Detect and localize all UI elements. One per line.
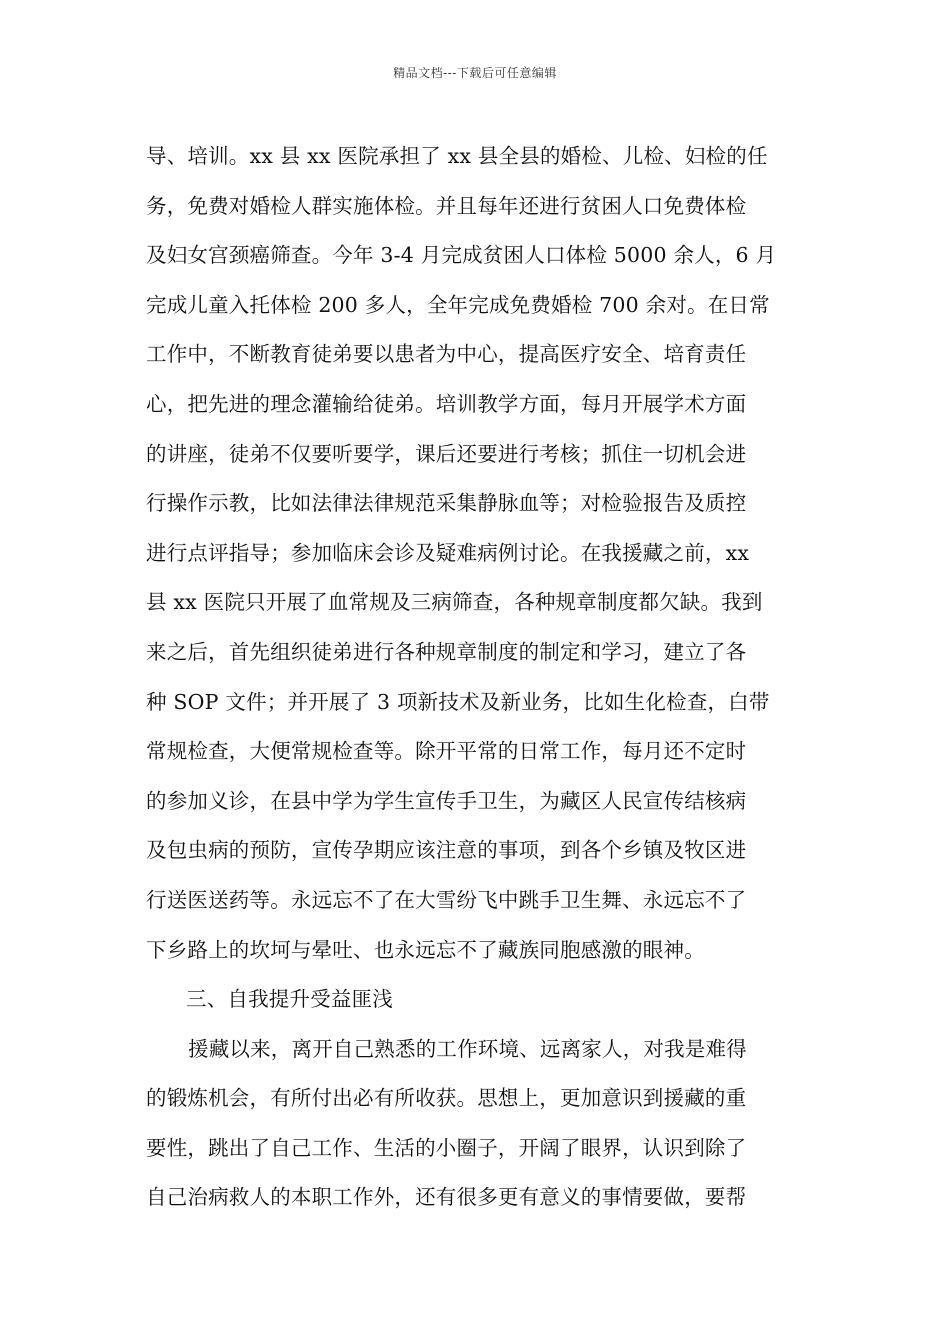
text-line: 及包虫病的预防，宣传孕期应该注意的事项，到各个乡镇及牧区进 — [146, 838, 747, 863]
text-line: 务，免费对婚检人群实施体检。并且每年还进行贫困人口免费体检 — [146, 193, 747, 218]
page-header: 精品文档---下载后可任意编辑 — [393, 66, 557, 80]
text-line: 种 SOP 文件；并开展了 3 项新技术及新业务，比如生化检查，白带 — [146, 689, 770, 714]
text-line: 要性，跳出了自己工作、生活的小圈子，开阔了眼界，认识到除了 — [146, 1135, 747, 1160]
section-heading: 三、自我提升受益匪浅 — [186, 987, 393, 1012]
text-line: 援藏以来，离开自己熟悉的工作环境、远离家人，对我是难得 — [188, 1036, 747, 1061]
text-line: 的参加义诊，在县中学为学生宣传手卫生，为藏区人民宣传结核病 — [146, 788, 747, 813]
text-line: 行操作示教，比如法律法律规范采集静脉血等；对检验报告及质控 — [146, 491, 747, 516]
text-line: 县 xx 医院只开展了血常规及三病筛查，各种规章制度都欠缺。我到 — [146, 590, 763, 615]
text-line: 导、培训。xx 县 xx 医院承担了 xx 县全县的婚检、儿检、妇检的任 — [146, 144, 768, 168]
text-line: 及妇女宫颈癌筛查。今年 3-4 月完成贫困人口体检 5000 余人，6 月 — [146, 243, 777, 268]
text-line: 行送医送药等。永远忘不了在大雪纷飞中跳手卫生舞、永远忘不了 — [146, 887, 747, 912]
text-line: 进行点评指导；参加临床会诊及疑难病例讨论。在我援藏之前，xx — [146, 540, 750, 565]
text-line: 工作中，不断教育徒弟要以患者为中心，提高医疗安全、培育责任 — [146, 342, 747, 367]
text-line: 常规检查，大便常规检查等。除开平常的日常工作，每月还不定时 — [146, 739, 747, 764]
text-line: 的锻炼机会，有所付出必有所收获。思想上，更加意识到援藏的重 — [146, 1086, 747, 1111]
text-line: 完成儿童入托体检 200 多人，全年完成免费婚检 700 余对。在日常 — [146, 292, 770, 317]
text-line: 来之后，首先组织徒弟进行各种规章制度的制定和学习，建立了各 — [146, 639, 747, 664]
text-line: 心，把先进的理念灌输给徒弟。培训教学方面，每月开展学术方面 — [146, 391, 747, 416]
text-line: 下乡路上的坎坷与晕吐、也永远忘不了藏族同胞感激的眼神。 — [146, 937, 705, 962]
text-line: 的讲座，徒弟不仅要听要学，课后还要进行考核；抓住一切机会进 — [146, 441, 747, 466]
document-body — [146, 132, 806, 1223]
text-line: 自己治病救人的本职工作外，还有很多更有意义的事情要做，要帮 — [146, 1185, 747, 1210]
